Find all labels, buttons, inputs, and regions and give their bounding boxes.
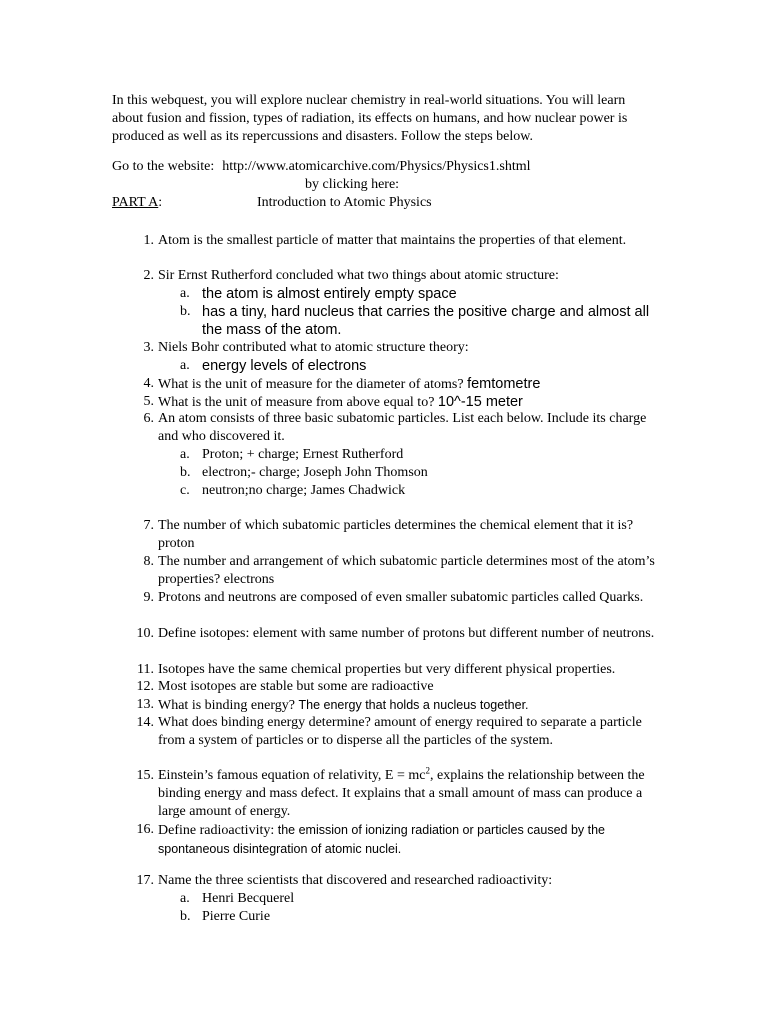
question-answer: femtometre bbox=[467, 376, 541, 392]
question-text: Atom is the smallest particle of matter that maintains the properties of that element. bbox=[158, 233, 627, 248]
question-number: 1. bbox=[143, 233, 154, 248]
question-number: 5. bbox=[143, 394, 154, 409]
question-text: Niels Bohr contributed what to atomic structure theory: bbox=[158, 340, 469, 355]
question-number: 10. bbox=[136, 626, 154, 641]
question-text: The number and arrangement of which subatomic particle determines most of the atom’s properties? electrons bbox=[158, 554, 655, 587]
question-text: The number of which subatomic particles determines the chemical element that it is? proton bbox=[158, 518, 634, 551]
superscript: 2 bbox=[425, 765, 430, 776]
answer-text: Proton; + charge; Ernest Rutherford bbox=[202, 447, 404, 462]
question-text: Define isotopes: element with same number of protons but different number of neutrons. bbox=[158, 626, 655, 641]
question-number: 7. bbox=[143, 518, 154, 533]
question-text bbox=[158, 696, 658, 715]
question-number: 2. bbox=[143, 268, 154, 283]
part-a-heading bbox=[112, 194, 432, 212]
answer-text: neutron;no charge; James Chadwick bbox=[202, 483, 406, 498]
answer-text: Pierre Curie bbox=[202, 909, 271, 924]
part-a-title: Introduction to Atomic Physics bbox=[257, 195, 432, 210]
question-number: 6. bbox=[143, 411, 154, 426]
answer-letter: c. bbox=[180, 483, 190, 498]
question-number: 16. bbox=[136, 822, 154, 837]
question-number: 14. bbox=[136, 715, 154, 730]
question-text: Most isotopes are stable but some are radioactive bbox=[158, 679, 434, 694]
question-number: 11. bbox=[137, 662, 154, 677]
question-text: Sir Ernst Rutherford concluded what two things about atomic structure: bbox=[158, 268, 559, 283]
website-label: Go to the website: bbox=[112, 159, 215, 174]
question-text: An atom consists of three basic subatomic particles. List each below. Include its charge and who discovered it. bbox=[158, 411, 647, 444]
question-prompt: What is binding energy? bbox=[158, 698, 295, 713]
question-text bbox=[158, 375, 658, 394]
answer-letter: a. bbox=[180, 447, 190, 462]
question-text: Protons and neutrons are composed of even smaller subatomic particles called Quarks. bbox=[158, 590, 644, 605]
question-number: 8. bbox=[143, 554, 154, 569]
by-clicking-text: by clicking here: bbox=[305, 177, 400, 192]
question-prompt: What is the unit of measure from above equal to? bbox=[158, 395, 435, 410]
question-text-start: Einstein’s famous equation of relativity, E = mc bbox=[158, 768, 426, 783]
answer-letter: a. bbox=[180, 358, 190, 373]
question-number: 17. bbox=[136, 873, 154, 888]
answer-text: energy levels of electrons bbox=[202, 358, 367, 374]
question-text: Name the three scientists that discovered and researched radioactivity: bbox=[158, 873, 553, 888]
website-line bbox=[112, 158, 531, 176]
question-number: 4. bbox=[143, 376, 154, 391]
question-prompt: Define radioactivity: bbox=[158, 823, 275, 838]
question-number: 12. bbox=[136, 679, 154, 694]
question-answer: The energy that holds a nucleus together. bbox=[298, 698, 529, 712]
question-number: 15. bbox=[136, 768, 154, 783]
answer-text: Henri Becquerel bbox=[202, 891, 295, 906]
answer-text: the atom is almost entirely empty space bbox=[202, 286, 457, 302]
answer-text: electron;- charge; Joseph John Thomson bbox=[202, 465, 428, 480]
answer-letter: b. bbox=[180, 465, 191, 480]
website-url[interactable]: http://www.atomicarchive.com/Physics/Physics1.shtml bbox=[222, 159, 531, 174]
question-text bbox=[158, 767, 658, 821]
answer-text: has a tiny, hard nucleus that carries the positive charge and almost all the mass of the atom. bbox=[202, 304, 650, 338]
part-a-colon: : bbox=[158, 195, 163, 210]
part-a-label: PART A bbox=[112, 195, 159, 210]
question-number: 3. bbox=[143, 340, 154, 355]
question-number: 9. bbox=[143, 590, 154, 605]
question-text: What does binding energy determine? amount of energy required to separate a particle from a system of particles or to disperse all the particles of the system. bbox=[158, 715, 642, 748]
question-answer: 10^-15 meter bbox=[437, 394, 523, 410]
answer-letter: a. bbox=[180, 286, 190, 301]
question-text: Isotopes have the same chemical properties but very different physical properties. bbox=[158, 662, 616, 677]
answer-letter: b. bbox=[180, 304, 191, 319]
answer-letter: b. bbox=[180, 909, 191, 924]
question-answer: the emission of ionizing radiation or particles caused by the spontaneous disintegration of atomic nuclei. bbox=[158, 823, 605, 856]
question-number: 13. bbox=[136, 697, 154, 712]
answer-letter: a. bbox=[180, 891, 190, 906]
question-prompt: What is the unit of measure for the diameter of atoms? bbox=[158, 377, 464, 392]
question-text-end: , explains the relationship between the binding energy and mass defect. It explains that a small amount of mass can produce a large amount of energy. bbox=[158, 768, 645, 819]
intro-paragraph: In this webquest, you will explore nuclear chemistry in real-world situations. You will learn about fusion and fission, types of radiation, its effects on humans, and how nuclear power is produced as well as its repercussions and disasters. Follow the steps below. bbox=[112, 93, 628, 144]
question-text bbox=[158, 821, 658, 859]
